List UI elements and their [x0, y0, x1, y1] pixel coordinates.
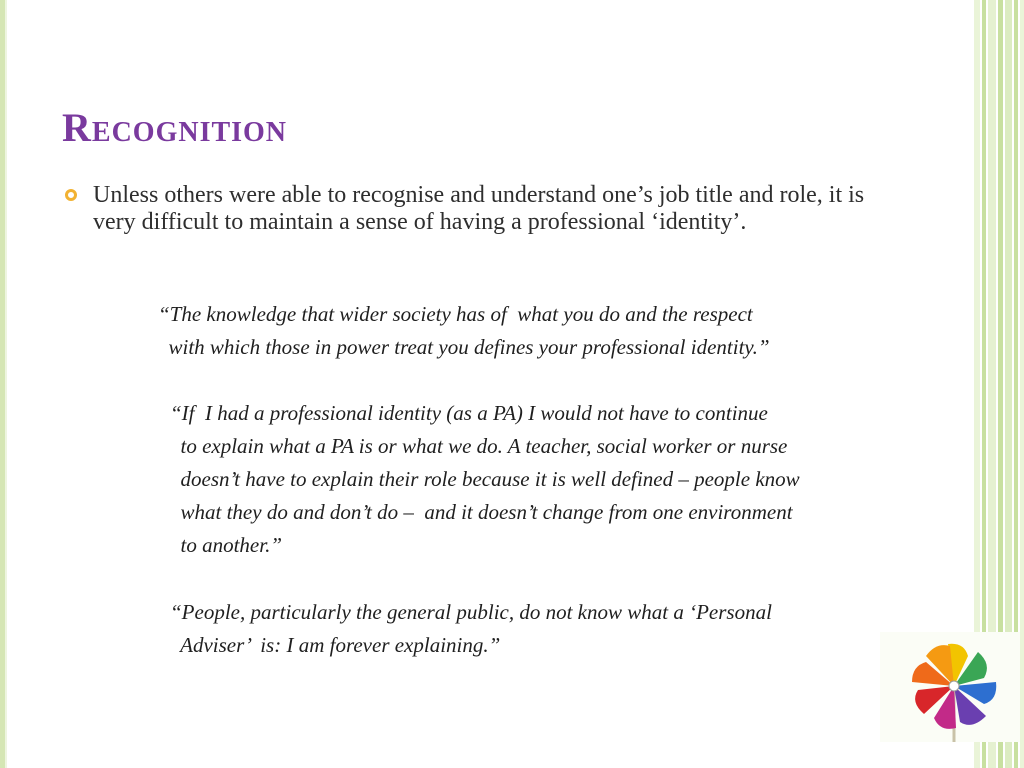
quote-2 — [170, 397, 800, 562]
quote-line: with which those in power treat you defines your professional identity.” — [158, 335, 770, 359]
quote-line: to explain what a PA is or what we do. A teacher, social worker or nurse — [170, 434, 788, 458]
pinwheel-icon — [880, 632, 1020, 742]
quote-1 — [158, 298, 770, 364]
pinwheel-graphic — [880, 632, 1020, 742]
quote-line: to another.” — [170, 533, 283, 557]
bullet-icon — [65, 189, 77, 201]
quote-line: “If I had a professional identity (as a PA) I would not have to continue — [170, 401, 768, 425]
left-border-inner — [5, 0, 7, 768]
quote-line: what they do and don’t do – and it doesn’t change from one environment — [170, 500, 793, 524]
bullet-text: Unless others were able to recognise and understand one’s job title and role, it is very difficult to maintain a sense of having a professional ‘identity’. — [93, 182, 865, 235]
quote-3 — [170, 596, 772, 662]
quote-line: Adviser’ is: I am forever explaining.” — [170, 633, 501, 657]
quote-line: “People, particularly the general public, do not know what a ‘Personal — [170, 600, 772, 624]
quote-line: “The knowledge that wider society has of what you do and the respect — [158, 302, 753, 326]
stripe — [1020, 0, 1024, 768]
slide-title: Recognition — [62, 105, 288, 150]
quote-line: doesn’t have to explain their role because it is well defined – people know — [170, 467, 800, 491]
